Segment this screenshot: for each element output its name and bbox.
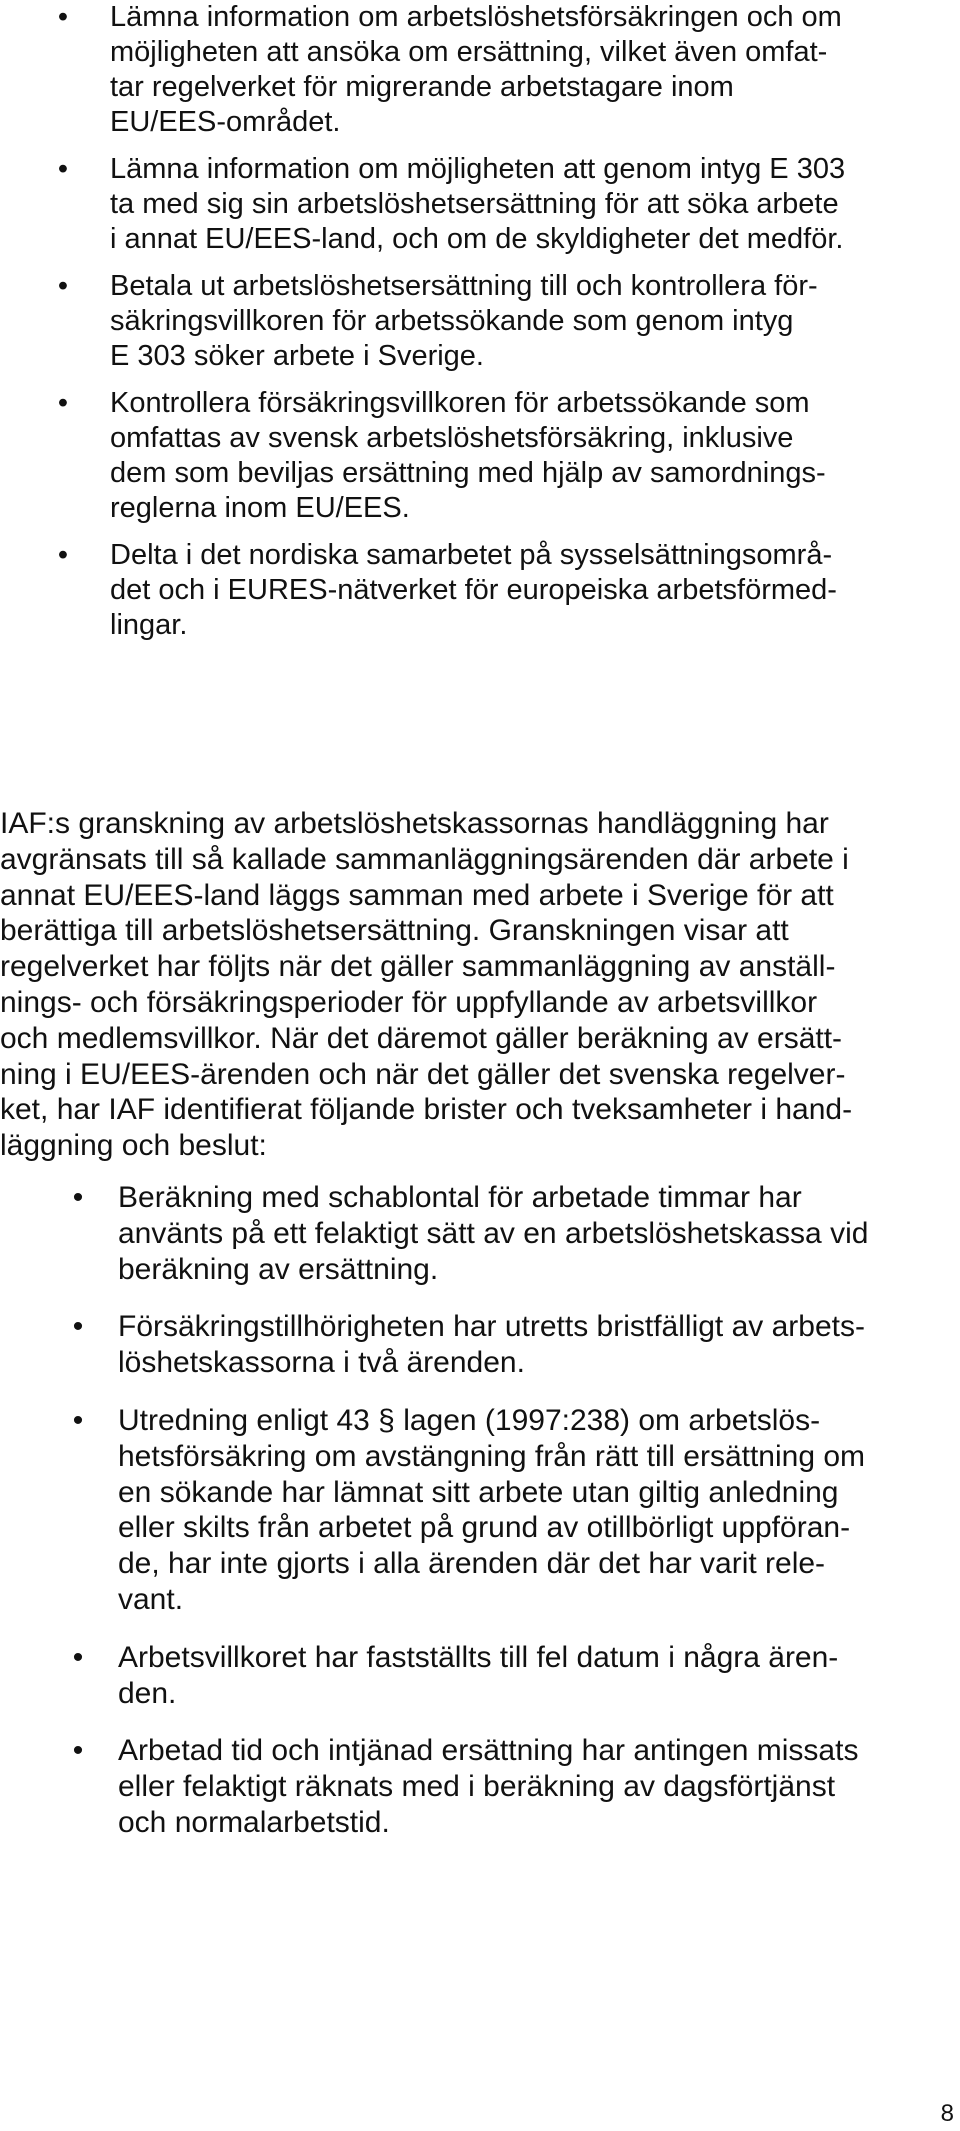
list-item	[57, 269, 960, 374]
list-item-text: Kontrollera försäkringsvillkoren för arbetssökande som omfattas av svensk arbetslöshetsförsäkring, inklusive dem som beviljas ersättning med hjälp av samordnings- reglerna inom EU/EES.	[110, 387, 826, 524]
list-item	[57, 0, 960, 140]
list-item-text: Försäkringstillhörigheten har utretts bristfälligt av arbets- löshetskassorna i två ärenden.	[118, 1310, 865, 1380]
list-item-text: Arbetad tid och intjänad ersättning har antingen missats eller felaktigt räknats med i beräkning av dagsförtjänst och normalarbetstid.	[118, 1734, 859, 1839]
bullet-icon: •	[57, 270, 69, 302]
list-item	[72, 1180, 960, 1287]
list-item	[57, 386, 960, 526]
bullet-icon: •	[72, 1181, 84, 1214]
list-item	[72, 1309, 960, 1381]
list-item	[72, 1733, 960, 1840]
list-item-text: Arbetsvillkoret har fastställts till fel datum i några ären- den.	[118, 1640, 839, 1710]
list-item	[72, 1640, 960, 1712]
list-item-text: Betala ut arbetslöshetsersättning till och kontrollera för- säkringsvillkoren för arbetssökande som genom intyg E 303 söker arbete i Sverige.	[110, 270, 818, 372]
list-item-text: Lämna information om möjligheten att genom intyg E 303 ta med sig sin arbetslöshetsersättning för att söka arbete i annat EU/EES-land, och om de skyldigheter det medför.	[110, 153, 846, 255]
list-item-text: Delta i det nordiska samarbetet på sysselsättningsområ- det och i EURES-nätverket för europeiska arbetsförmed- lingar.	[110, 539, 837, 641]
bullet-icon: •	[72, 1734, 84, 1768]
bullet-icon: •	[57, 153, 69, 185]
bullet-list-findings	[72, 1180, 960, 1863]
bullet-icon: •	[57, 539, 69, 571]
bullet-list-tasks	[57, 0, 960, 655]
list-item	[57, 152, 960, 257]
list-item-text: Beräkning med schablontal för arbetade timmar har använts på ett felaktigt sätt av en arbetslöshetskassa vid beräkning av ersättning.	[118, 1181, 869, 1286]
list-item-text: Utredning enligt 43 § lagen (1997:238) om arbetslös- hetsförsäkring om avstängning från rätt till ersättning om en sökande har lämnat sitt arbete utan giltig anledning eller skilts från arbetet på grund av otillbörligt uppföran- de, har inte gjorts i alla ärenden där det har varit rele- vant.	[118, 1403, 866, 1616]
list-item-text: Lämna information om arbetslöshetsförsäkringen och om möjligheten att ansöka om ersättning, vilket även omfat- tar regelverket för migrerande arbetstagare inom EU/EES-området.	[110, 1, 842, 138]
bullet-icon: •	[57, 1, 69, 33]
page-number: 8	[940, 2100, 954, 2127]
bullet-icon: •	[57, 387, 69, 419]
bullet-icon: •	[72, 1403, 84, 1437]
list-item	[57, 538, 960, 643]
list-item	[72, 1403, 960, 1618]
body-paragraph: IAF:s granskning av arbetslöshetskassornas handläggning har avgränsats till så kallade sammanläggningsärenden där arbete i annat EU/EES-land läggs samman med arbete i Sverige för att berättiga till arbetslöshetsersättning. Granskningen visar att regelverket har följts när det gäller sammanläggning av anställ- nings- och försäkringsperioder för uppfyllande av arbetsvillkor och medlemsvillkor. När det däremot gäller beräkning av ersätt- ning i EU/EES-ärenden och när det gäller det svenska regelver- ket, har IAF identifierat följande brister och tveksamheter i hand- läggning och beslut:	[0, 807, 853, 1163]
bullet-icon: •	[72, 1640, 84, 1674]
bullet-icon: •	[72, 1310, 84, 1344]
